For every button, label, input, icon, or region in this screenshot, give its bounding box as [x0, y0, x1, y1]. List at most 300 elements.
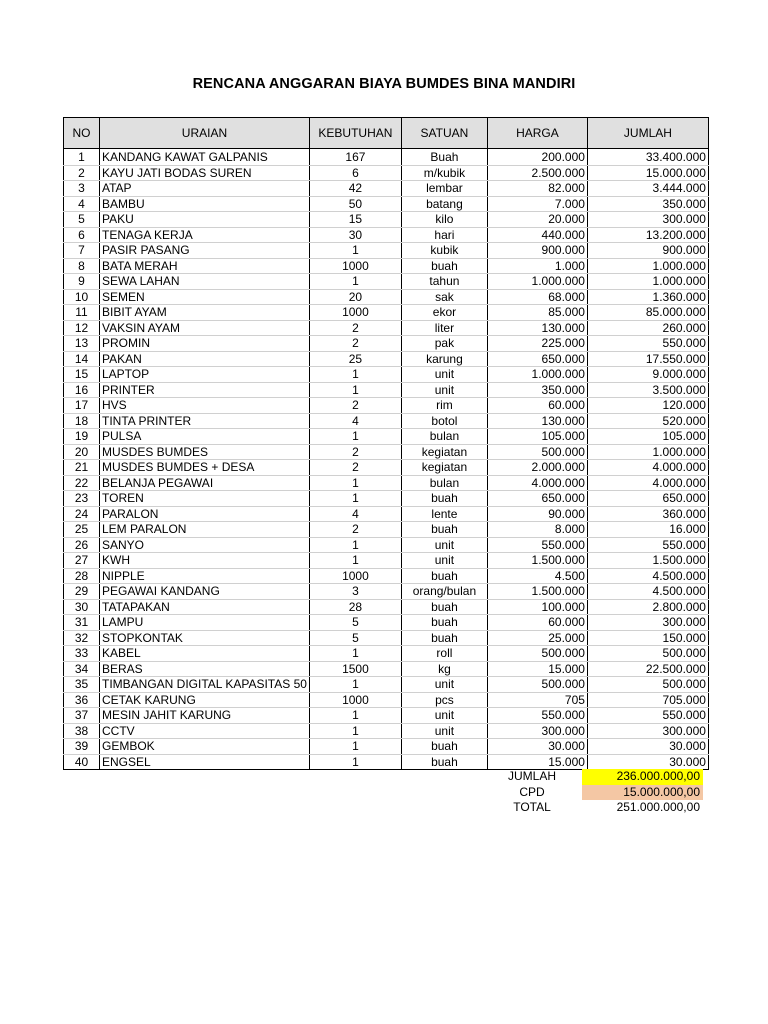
- cell-kebutuhan: 1000: [309, 692, 401, 708]
- cell-no: 15: [64, 367, 100, 383]
- cell-no: 24: [64, 506, 100, 522]
- cell-harga: 550.000: [487, 537, 587, 553]
- cell-no: 36: [64, 692, 100, 708]
- table-row: [64, 289, 709, 305]
- cell-harga: 650.000: [487, 491, 587, 507]
- cell-harga: 15.000: [487, 661, 587, 677]
- cell-no: 3: [64, 181, 100, 197]
- summary-label: TOTAL: [513, 800, 551, 815]
- cell-uraian: SEWA LAHAN: [100, 274, 310, 290]
- cell-harga: 300.000: [487, 723, 587, 739]
- cell-no: 30: [64, 599, 100, 615]
- table-row: [64, 475, 709, 491]
- table-row: [64, 630, 709, 646]
- cell-satuan: unit: [401, 677, 487, 693]
- cell-harga: 900.000: [487, 243, 587, 259]
- cell-harga: 1.500.000: [487, 584, 587, 600]
- cell-kebutuhan: 1: [309, 475, 401, 491]
- table-row: [64, 305, 709, 321]
- cell-kebutuhan: 1: [309, 429, 401, 445]
- table-row: [64, 398, 709, 414]
- cell-harga: 8.000: [487, 522, 587, 538]
- cell-harga: 650.000: [487, 351, 587, 367]
- table-row: [64, 739, 709, 755]
- cell-uraian: PRINTER: [100, 382, 310, 398]
- cell-jumlah: 1.500.000: [587, 553, 708, 569]
- cell-harga: 60.000: [487, 398, 587, 414]
- cell-satuan: unit: [401, 553, 487, 569]
- cell-jumlah: 900.000: [587, 243, 708, 259]
- cell-no: 18: [64, 413, 100, 429]
- table-row: [64, 646, 709, 662]
- cell-satuan: roll: [401, 646, 487, 662]
- cell-jumlah: 30.000: [587, 739, 708, 755]
- cell-uraian: TINTA PRINTER: [100, 413, 310, 429]
- cell-satuan: kegiatan: [401, 460, 487, 476]
- summary-row-cpd: [482, 785, 703, 801]
- summary-value: 15.000.000,00: [582, 785, 703, 801]
- cell-kebutuhan: 2: [309, 444, 401, 460]
- cell-jumlah: 1.000.000: [587, 444, 708, 460]
- cell-harga: 60.000: [487, 615, 587, 631]
- cell-jumlah: 85.000.000: [587, 305, 708, 321]
- cell-harga: 350.000: [487, 382, 587, 398]
- table-row: [64, 553, 709, 569]
- table-body: [64, 149, 709, 770]
- cell-uraian: NIPPLE: [100, 568, 310, 584]
- cell-kebutuhan: 1: [309, 367, 401, 383]
- summary-row-total: [482, 800, 703, 816]
- cell-jumlah: 150.000: [587, 630, 708, 646]
- cell-satuan: tahun: [401, 274, 487, 290]
- table-row: [64, 181, 709, 197]
- cell-kebutuhan: 1: [309, 708, 401, 724]
- cell-uraian: PULSA: [100, 429, 310, 445]
- cell-kebutuhan: 1: [309, 553, 401, 569]
- cell-satuan: orang/bulan: [401, 584, 487, 600]
- table-row: [64, 677, 709, 693]
- cell-jumlah: 33.400.000: [587, 149, 708, 166]
- cell-kebutuhan: 1: [309, 491, 401, 507]
- cell-uraian: CCTV: [100, 723, 310, 739]
- cell-no: 29: [64, 584, 100, 600]
- table-row: [64, 336, 709, 352]
- cell-no: 13: [64, 336, 100, 352]
- cell-satuan: unit: [401, 723, 487, 739]
- cell-satuan: buah: [401, 599, 487, 615]
- cell-jumlah: 15.000.000: [587, 165, 708, 181]
- cell-harga: 15.000: [487, 754, 587, 770]
- cell-jumlah: 1.360.000: [587, 289, 708, 305]
- cell-jumlah: 300.000: [587, 212, 708, 228]
- cell-no: 10: [64, 289, 100, 305]
- cell-kebutuhan: 4: [309, 413, 401, 429]
- cell-satuan: pcs: [401, 692, 487, 708]
- table-row: [64, 615, 709, 631]
- cell-satuan: lente: [401, 506, 487, 522]
- cell-jumlah: 9.000.000: [587, 367, 708, 383]
- cell-kebutuhan: 1: [309, 677, 401, 693]
- column-header-jumlah: JUMLAH: [587, 118, 708, 149]
- cell-satuan: kubik: [401, 243, 487, 259]
- cell-harga: 68.000: [487, 289, 587, 305]
- cell-jumlah: 300.000: [587, 723, 708, 739]
- cell-no: 8: [64, 258, 100, 274]
- cell-uraian: SEMEN: [100, 289, 310, 305]
- cell-uraian: PROMIN: [100, 336, 310, 352]
- cell-satuan: batang: [401, 196, 487, 212]
- cell-harga: 85.000: [487, 305, 587, 321]
- cell-uraian: BELANJA PEGAWAI: [100, 475, 310, 491]
- table-row: [64, 243, 709, 259]
- cell-no: 5: [64, 212, 100, 228]
- cell-no: 25: [64, 522, 100, 538]
- cell-uraian: VAKSIN AYAM: [100, 320, 310, 336]
- cell-no: 19: [64, 429, 100, 445]
- cell-harga: 500.000: [487, 677, 587, 693]
- cell-jumlah: 30.000: [587, 754, 708, 770]
- cell-no: 28: [64, 568, 100, 584]
- cell-jumlah: 16.000: [587, 522, 708, 538]
- cell-no: 1: [64, 149, 100, 166]
- cell-uraian: MUSDES BUMDES + DESA: [100, 460, 310, 476]
- table-row: [64, 320, 709, 336]
- cell-jumlah: 22.500.000: [587, 661, 708, 677]
- cell-harga: 440.000: [487, 227, 587, 243]
- summary-value: 236.000.000,00: [582, 769, 703, 785]
- cell-jumlah: 500.000: [587, 646, 708, 662]
- cell-jumlah: 4.500.000: [587, 568, 708, 584]
- cell-kebutuhan: 25: [309, 351, 401, 367]
- cell-uraian: PAKAN: [100, 351, 310, 367]
- cell-kebutuhan: 30: [309, 227, 401, 243]
- budget-table: [63, 117, 709, 770]
- cell-no: 4: [64, 196, 100, 212]
- cell-uraian: LEM PARALON: [100, 522, 310, 538]
- cell-no: 12: [64, 320, 100, 336]
- cell-no: 11: [64, 305, 100, 321]
- cell-uraian: MESIN JAHIT KARUNG: [100, 708, 310, 724]
- table-row: [64, 444, 709, 460]
- cell-harga: 130.000: [487, 320, 587, 336]
- cell-harga: 1.500.000: [487, 553, 587, 569]
- table-row: [64, 491, 709, 507]
- cell-satuan: bulan: [401, 475, 487, 491]
- cell-harga: 30.000: [487, 739, 587, 755]
- table-row: [64, 692, 709, 708]
- cell-harga: 1.000: [487, 258, 587, 274]
- cell-uraian: STOPKONTAK: [100, 630, 310, 646]
- cell-satuan: buah: [401, 630, 487, 646]
- cell-kebutuhan: 1: [309, 739, 401, 755]
- cell-jumlah: 705.000: [587, 692, 708, 708]
- cell-no: 32: [64, 630, 100, 646]
- cell-kebutuhan: 5: [309, 630, 401, 646]
- cell-harga: 7.000: [487, 196, 587, 212]
- cell-uraian: PARALON: [100, 506, 310, 522]
- cell-satuan: unit: [401, 382, 487, 398]
- cell-kebutuhan: 1000: [309, 305, 401, 321]
- cell-uraian: SANYO: [100, 537, 310, 553]
- cell-harga: 100.000: [487, 599, 587, 615]
- cell-jumlah: 500.000: [587, 677, 708, 693]
- summary-label: JUMLAH: [507, 769, 556, 784]
- cell-satuan: buah: [401, 522, 487, 538]
- cell-kebutuhan: 1500: [309, 661, 401, 677]
- cell-kebutuhan: 1: [309, 537, 401, 553]
- cell-satuan: Buah: [401, 149, 487, 166]
- cell-kebutuhan: 2: [309, 460, 401, 476]
- cell-uraian: TIMBANGAN DIGITAL KAPASITAS 50: [100, 677, 310, 693]
- cell-no: 35: [64, 677, 100, 693]
- cell-kebutuhan: 2: [309, 398, 401, 414]
- cell-uraian: LAPTOP: [100, 367, 310, 383]
- cell-uraian: PASIR PASANG: [100, 243, 310, 259]
- table-row: [64, 258, 709, 274]
- cell-harga: 500.000: [487, 444, 587, 460]
- cell-no: 17: [64, 398, 100, 414]
- cell-no: 6: [64, 227, 100, 243]
- cell-jumlah: 350.000: [587, 196, 708, 212]
- cell-satuan: sak: [401, 289, 487, 305]
- cell-harga: 2.000.000: [487, 460, 587, 476]
- cell-jumlah: 550.000: [587, 708, 708, 724]
- table-row: [64, 149, 709, 166]
- cell-satuan: buah: [401, 568, 487, 584]
- table-row: [64, 165, 709, 181]
- cell-uraian: ENGSEL: [100, 754, 310, 770]
- column-header-uraian: URAIAN: [100, 118, 310, 149]
- cell-uraian: KWH: [100, 553, 310, 569]
- cell-uraian: TENAGA KERJA: [100, 227, 310, 243]
- cell-harga: 90.000: [487, 506, 587, 522]
- cell-uraian: KANDANG KAWAT GALPANIS: [100, 149, 310, 166]
- summary-value: 251.000.000,00: [616, 800, 700, 815]
- cell-jumlah: 650.000: [587, 491, 708, 507]
- cell-satuan: buah: [401, 491, 487, 507]
- cell-jumlah: 1.000.000: [587, 274, 708, 290]
- column-header-kebutuhan: KEBUTUHAN: [309, 118, 401, 149]
- cell-no: 23: [64, 491, 100, 507]
- cell-satuan: botol: [401, 413, 487, 429]
- cell-kebutuhan: 1: [309, 754, 401, 770]
- column-header-harga: HARGA: [487, 118, 587, 149]
- cell-no: 40: [64, 754, 100, 770]
- cell-kebutuhan: 20: [309, 289, 401, 305]
- cell-uraian: TOREN: [100, 491, 310, 507]
- cell-jumlah: 2.800.000: [587, 599, 708, 615]
- cell-kebutuhan: 2: [309, 336, 401, 352]
- cell-kebutuhan: 1000: [309, 568, 401, 584]
- cell-no: 38: [64, 723, 100, 739]
- cell-no: 7: [64, 243, 100, 259]
- cell-harga: 4.000.000: [487, 475, 587, 491]
- cell-jumlah: 13.200.000: [587, 227, 708, 243]
- table-row: [64, 599, 709, 615]
- cell-uraian: HVS: [100, 398, 310, 414]
- table-header-row: [64, 118, 709, 149]
- cell-uraian: BERAS: [100, 661, 310, 677]
- cell-kebutuhan: 1: [309, 274, 401, 290]
- table-row: [64, 196, 709, 212]
- table-row: [64, 227, 709, 243]
- cell-jumlah: 1.000.000: [587, 258, 708, 274]
- cell-satuan: liter: [401, 320, 487, 336]
- cell-jumlah: 520.000: [587, 413, 708, 429]
- cell-jumlah: 3.500.000: [587, 382, 708, 398]
- cell-kebutuhan: 1: [309, 646, 401, 662]
- cell-jumlah: 550.000: [587, 537, 708, 553]
- cell-kebutuhan: 1: [309, 243, 401, 259]
- cell-kebutuhan: 1: [309, 723, 401, 739]
- table-row: [64, 351, 709, 367]
- cell-jumlah: 3.444.000: [587, 181, 708, 197]
- column-header-satuan: SATUAN: [401, 118, 487, 149]
- cell-harga: 550.000: [487, 708, 587, 724]
- cell-kebutuhan: 167: [309, 149, 401, 166]
- cell-kebutuhan: 50: [309, 196, 401, 212]
- cell-no: 33: [64, 646, 100, 662]
- cell-harga: 225.000: [487, 336, 587, 352]
- cell-jumlah: 550.000: [587, 336, 708, 352]
- cell-satuan: lembar: [401, 181, 487, 197]
- cell-satuan: rim: [401, 398, 487, 414]
- cell-jumlah: 120.000: [587, 398, 708, 414]
- cell-uraian: KAYU JATI BODAS SUREN: [100, 165, 310, 181]
- cell-kebutuhan: 2: [309, 522, 401, 538]
- cell-harga: 4.500: [487, 568, 587, 584]
- cell-harga: 20.000: [487, 212, 587, 228]
- cell-satuan: karung: [401, 351, 487, 367]
- cell-uraian: PAKU: [100, 212, 310, 228]
- cell-uraian: GEMBOK: [100, 739, 310, 755]
- cell-jumlah: 4.500.000: [587, 584, 708, 600]
- cell-jumlah: 105.000: [587, 429, 708, 445]
- cell-satuan: m/kubik: [401, 165, 487, 181]
- cell-harga: 1.000.000: [487, 367, 587, 383]
- table-row: [64, 382, 709, 398]
- cell-harga: 2.500.000: [487, 165, 587, 181]
- summary-row-jumlah: [482, 769, 703, 785]
- table-row: [64, 661, 709, 677]
- summary-table: [482, 769, 703, 816]
- table-row: [64, 754, 709, 770]
- cell-satuan: buah: [401, 258, 487, 274]
- cell-satuan: kilo: [401, 212, 487, 228]
- cell-harga: 130.000: [487, 413, 587, 429]
- cell-uraian: KABEL: [100, 646, 310, 662]
- cell-satuan: buah: [401, 754, 487, 770]
- cell-no: 2: [64, 165, 100, 181]
- cell-kebutuhan: 15: [309, 212, 401, 228]
- table-row: [64, 367, 709, 383]
- cell-kebutuhan: 4: [309, 506, 401, 522]
- cell-uraian: BATA MERAH: [100, 258, 310, 274]
- cell-satuan: unit: [401, 367, 487, 383]
- cell-no: 9: [64, 274, 100, 290]
- cell-satuan: pak: [401, 336, 487, 352]
- cell-satuan: buah: [401, 615, 487, 631]
- cell-no: 39: [64, 739, 100, 755]
- cell-no: 31: [64, 615, 100, 631]
- cell-jumlah: 360.000: [587, 506, 708, 522]
- cell-no: 16: [64, 382, 100, 398]
- cell-jumlah: 4.000.000: [587, 475, 708, 491]
- cell-kebutuhan: 6: [309, 165, 401, 181]
- cell-uraian: TATAPAKAN: [100, 599, 310, 615]
- table-row: [64, 522, 709, 538]
- cell-kebutuhan: 28: [309, 599, 401, 615]
- cell-jumlah: 17.550.000: [587, 351, 708, 367]
- cell-satuan: bulan: [401, 429, 487, 445]
- cell-harga: 200.000: [487, 149, 587, 166]
- cell-uraian: PEGAWAI KANDANG: [100, 584, 310, 600]
- cell-no: 34: [64, 661, 100, 677]
- cell-jumlah: 300.000: [587, 615, 708, 631]
- cell-no: 37: [64, 708, 100, 724]
- cell-harga: 82.000: [487, 181, 587, 197]
- table-row: [64, 460, 709, 476]
- cell-harga: 500.000: [487, 646, 587, 662]
- cell-no: 26: [64, 537, 100, 553]
- column-header-no: NO: [64, 118, 100, 149]
- cell-uraian: CETAK KARUNG: [100, 692, 310, 708]
- cell-uraian: LAMPU: [100, 615, 310, 631]
- summary-label: CPD: [519, 784, 545, 799]
- cell-satuan: ekor: [401, 305, 487, 321]
- cell-kebutuhan: 1: [309, 382, 401, 398]
- cell-satuan: kg: [401, 661, 487, 677]
- table-row: [64, 212, 709, 228]
- table-row: [64, 429, 709, 445]
- cell-jumlah: 4.000.000: [587, 460, 708, 476]
- cell-satuan: unit: [401, 537, 487, 553]
- cell-no: 20: [64, 444, 100, 460]
- cell-satuan: unit: [401, 708, 487, 724]
- cell-kebutuhan: 5: [309, 615, 401, 631]
- cell-harga: 1.000.000: [487, 274, 587, 290]
- table-row: [64, 568, 709, 584]
- cell-no: 21: [64, 460, 100, 476]
- cell-harga: 105.000: [487, 429, 587, 445]
- cell-uraian: BAMBU: [100, 196, 310, 212]
- cell-kebutuhan: 3: [309, 584, 401, 600]
- table-row: [64, 708, 709, 724]
- cell-uraian: ATAP: [100, 181, 310, 197]
- table-row: [64, 506, 709, 522]
- table-row: [64, 723, 709, 739]
- cell-satuan: kegiatan: [401, 444, 487, 460]
- cell-satuan: hari: [401, 227, 487, 243]
- cell-satuan: buah: [401, 739, 487, 755]
- cell-uraian: BIBIT AYAM: [100, 305, 310, 321]
- cell-jumlah: 260.000: [587, 320, 708, 336]
- cell-no: 27: [64, 553, 100, 569]
- cell-no: 22: [64, 475, 100, 491]
- table-row: [64, 274, 709, 290]
- cell-kebutuhan: 42: [309, 181, 401, 197]
- page-title: RENCANA ANGGARAN BIAYA BUMDES BINA MANDIRI: [192, 76, 576, 92]
- cell-no: 14: [64, 351, 100, 367]
- table-row: [64, 413, 709, 429]
- cell-kebutuhan: 1000: [309, 258, 401, 274]
- table-row: [64, 537, 709, 553]
- cell-kebutuhan: 2: [309, 320, 401, 336]
- cell-harga: 705: [487, 692, 587, 708]
- cell-harga: 25.000: [487, 630, 587, 646]
- table-row: [64, 584, 709, 600]
- cell-uraian: MUSDES BUMDES: [100, 444, 310, 460]
